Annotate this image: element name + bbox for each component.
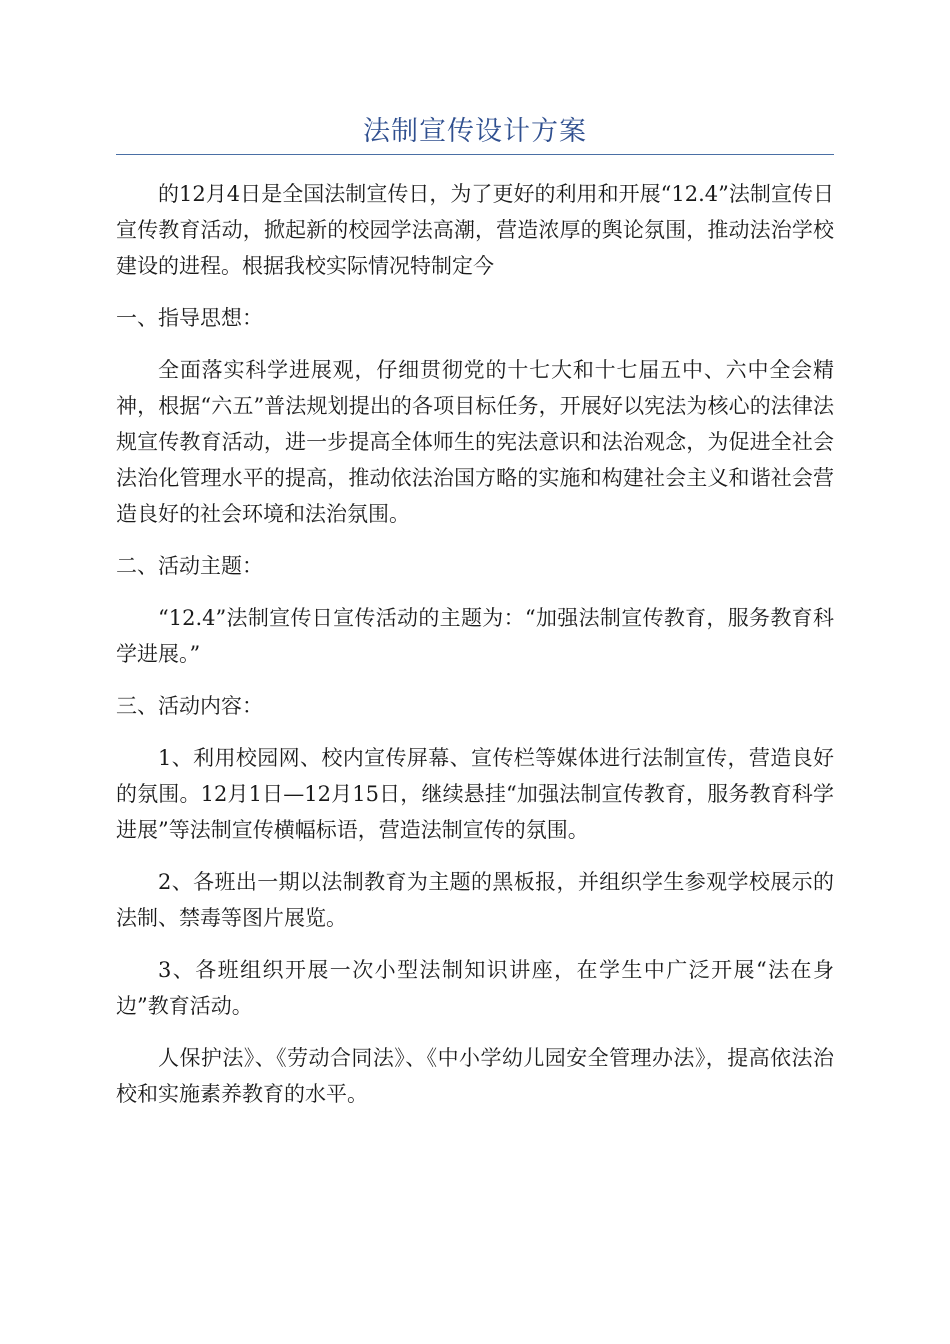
- paragraph-guiding-thought: 全面落实科学进展观，仔细贯彻党的十七大和十七届五中、六中全会精神，根据“六五”普法规划提出的各项目标任务，开展好以宪法为核心的法律法规宣传教育活动，进一步提高全体师生的宪法意识和法治观念，为促进全社会法治化管理水平的提高，推动依法治国方略的实施和构建社会主义和谐社会营造良好的社会环境和法治氛围。: [116, 358, 834, 526]
- section-heading-theme: 二、活动主题：: [116, 554, 263, 578]
- section-heading-content: 三、活动内容：: [116, 694, 263, 718]
- paragraph-theme: “12.4”法制宣传日宣传活动的主题为：“加强法制宣传教育，服务教育科学进展。”: [116, 606, 834, 666]
- paragraph-intro: 的12月4日是全国法制宣传日，为了更好的利用和开展“12.4”法制宣传日宣传教育活动，掀起新的校园学法高潮，营造浓厚的舆论氛围，推动法治学校建设的进程。根据我校实际情况特制定今: [116, 182, 834, 278]
- paragraph-laws: 人保护法》、《劳动合同法》、《中小学幼儿园安全管理办法》，提高依法治校和实施素养教育的水平。: [116, 1046, 834, 1106]
- section-heading-guiding-thought: 一、指导思想：: [116, 306, 263, 330]
- document-body: [116, 176, 834, 1128]
- page-title: 法制宣传设计方案: [363, 116, 587, 147]
- paragraph-content-item-1: 1、利用校园网、校内宣传屏幕、宣传栏等媒体进行法制宣传，营造良好的氛围。12月1日—12月15日，继续悬挂“加强法制宣传教育，服务教育科学进展”等法制宣传横幅标语，营造法制宣传的氛围。: [116, 746, 834, 842]
- paragraph-content-item-3: 3、各班组织开展一次小型法制知识讲座，在学生中广泛开展“法在身边”教育活动。: [116, 958, 834, 1018]
- paragraph-content-item-2: 2、各班出一期以法制教育为主题的黑板报，并组织学生参观学校展示的法制、禁毒等图片展览。: [116, 870, 834, 930]
- title-underline: [116, 154, 834, 155]
